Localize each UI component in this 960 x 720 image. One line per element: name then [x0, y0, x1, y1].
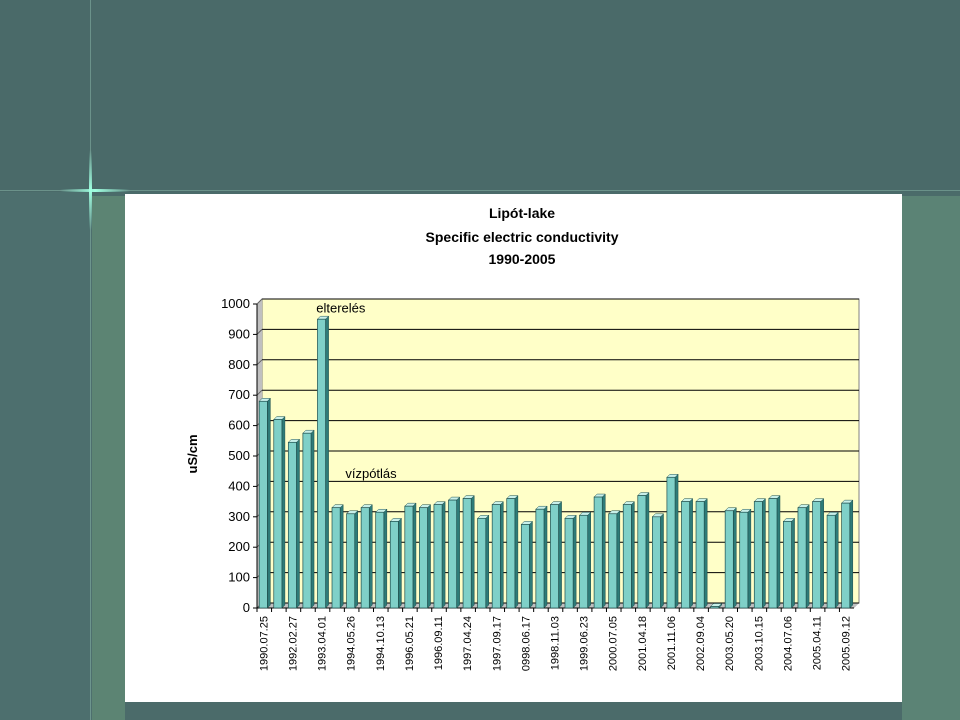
bar-side [267, 398, 270, 608]
x-tick-label: 1993.04.01 [316, 616, 329, 672]
bar [681, 502, 689, 608]
bar [754, 502, 762, 608]
y-tick-label: 0 [242, 600, 250, 615]
bar-side [355, 511, 358, 608]
y-tick-label: 200 [228, 539, 250, 555]
x-tick-label: 1990.07.25 [258, 616, 271, 672]
bar-side [748, 509, 751, 608]
bar [507, 499, 515, 608]
bar [463, 499, 471, 608]
bar-side [733, 508, 736, 608]
bar-side [646, 493, 649, 608]
bar [652, 517, 660, 608]
bar [419, 508, 427, 608]
bar-side [326, 316, 329, 608]
bar-side [704, 499, 707, 608]
bar-side [428, 505, 431, 608]
bar [361, 508, 369, 608]
bar [303, 433, 311, 608]
slide-left-strip [92, 196, 125, 720]
bar [405, 506, 413, 608]
slide-header-band [0, 0, 960, 192]
bar [711, 606, 719, 608]
bar [740, 512, 748, 608]
x-tick-label: 1994.05.26 [345, 616, 358, 672]
slide-left-band [0, 192, 92, 720]
bar-side [369, 505, 372, 608]
bar-side [515, 496, 518, 608]
x-tick-label: 1998.11.03 [549, 616, 562, 671]
bar-side [762, 499, 765, 608]
x-tick-label: 2001.04.18 [636, 616, 649, 672]
bar-side [631, 502, 634, 608]
bar [521, 524, 529, 608]
y-tick-label: 600 [228, 417, 250, 433]
bar [667, 477, 675, 608]
bar [274, 420, 282, 608]
x-tick-label: 0998.06.17 [520, 616, 533, 672]
bar [696, 502, 704, 608]
bar [347, 514, 355, 608]
bar-side [384, 509, 387, 608]
y-tick-label: 800 [228, 356, 250, 372]
bar-side [457, 497, 460, 608]
bar [827, 515, 835, 608]
bar-side [777, 496, 780, 608]
y-tick-label: 900 [228, 326, 250, 342]
bar [434, 505, 442, 608]
bar-side [529, 521, 532, 608]
bar [769, 499, 777, 608]
bar-side [792, 518, 795, 608]
bar [609, 514, 617, 608]
chart-annotation: vízpótlás [345, 466, 397, 482]
y-tick-label: 400 [228, 478, 250, 494]
chart-title-line-3: 1990-2005 [488, 251, 556, 267]
bar [492, 505, 500, 608]
bar [332, 508, 340, 608]
bar [580, 515, 588, 608]
x-tick-label: 2005.04.11 [811, 616, 824, 671]
bar [842, 503, 850, 608]
bar [798, 508, 806, 608]
bar [813, 502, 821, 608]
y-tick-label: 1000 [221, 296, 250, 311]
bar [565, 518, 573, 608]
x-tick-label: 1996.09.11 [433, 616, 446, 671]
bar-side [661, 514, 664, 608]
bar [783, 521, 791, 608]
x-tick-label: 1994.10.13 [374, 616, 387, 672]
bar-side [296, 439, 299, 608]
decor-horizontal-line [0, 190, 960, 191]
bar [725, 511, 733, 608]
bar-side [806, 505, 809, 608]
bar [288, 442, 296, 608]
bar [478, 518, 486, 608]
bar-side [311, 430, 314, 608]
bar-side [675, 474, 678, 608]
x-tick-label: 1997.09.17 [491, 616, 504, 672]
bar-side [690, 499, 693, 608]
chart-title-line-2: Specific electric conductivity [425, 229, 619, 245]
bar [550, 505, 558, 608]
bar-side [398, 518, 401, 608]
bar [623, 505, 631, 608]
y-tick-label: 100 [228, 569, 250, 585]
decor-vertical-line [90, 0, 91, 720]
x-tick-label: 1996.05.21 [403, 616, 416, 672]
bar-side [442, 502, 445, 608]
bar-side [413, 503, 416, 608]
x-tick-label: 2002.09.04 [695, 616, 708, 672]
x-tick-label: 1999.06.23 [578, 616, 591, 672]
bar-side [559, 502, 562, 608]
y-tick-label: 300 [228, 508, 250, 524]
x-tick-label: 1992.02.27 [287, 616, 300, 672]
bar [536, 509, 544, 608]
bar-side [602, 494, 605, 608]
chart-title [426, 205, 619, 267]
bar [259, 401, 267, 608]
y-tick-label: 700 [228, 387, 250, 403]
x-tick-label: 2001.11.06 [665, 616, 678, 671]
x-tick-label: 2005.09.12 [840, 616, 853, 672]
bar-side [617, 511, 620, 608]
plot-area [221, 296, 859, 671]
bar-side [486, 515, 489, 608]
bar-side [850, 500, 853, 608]
x-tick-label: 2000.07.05 [607, 616, 620, 672]
y-tick-label: 500 [228, 448, 250, 463]
bar-side [544, 506, 547, 608]
decor-glow-vertical [89, 150, 92, 230]
bar [638, 496, 646, 608]
bar-side [588, 512, 591, 608]
bar [390, 521, 398, 608]
y-axis-label: uS/cm [185, 434, 200, 474]
x-tick-label: 2003.05.20 [724, 616, 737, 672]
bar-side [573, 515, 576, 608]
x-tick-label: 2004.07.06 [782, 616, 795, 672]
bar [317, 319, 325, 608]
bar-side [282, 417, 285, 608]
chart-annotation: elterelés [316, 300, 366, 316]
decor-glow-horizontal [60, 189, 130, 192]
slide-right-strip [902, 196, 960, 720]
bar-side [500, 502, 503, 608]
bar-side [835, 512, 838, 608]
x-tick-label: 2003.10.15 [753, 616, 766, 672]
bar-side [471, 496, 474, 608]
conductivity-bar-chart [125, 194, 902, 702]
bar [448, 500, 456, 608]
chart-title-line-1: Lipót-lake [488, 205, 556, 221]
bar-side [821, 499, 824, 608]
bar [594, 497, 602, 608]
bar-side [340, 505, 343, 608]
bar [376, 512, 384, 608]
x-tick-label: 1997.04.24 [462, 616, 475, 672]
